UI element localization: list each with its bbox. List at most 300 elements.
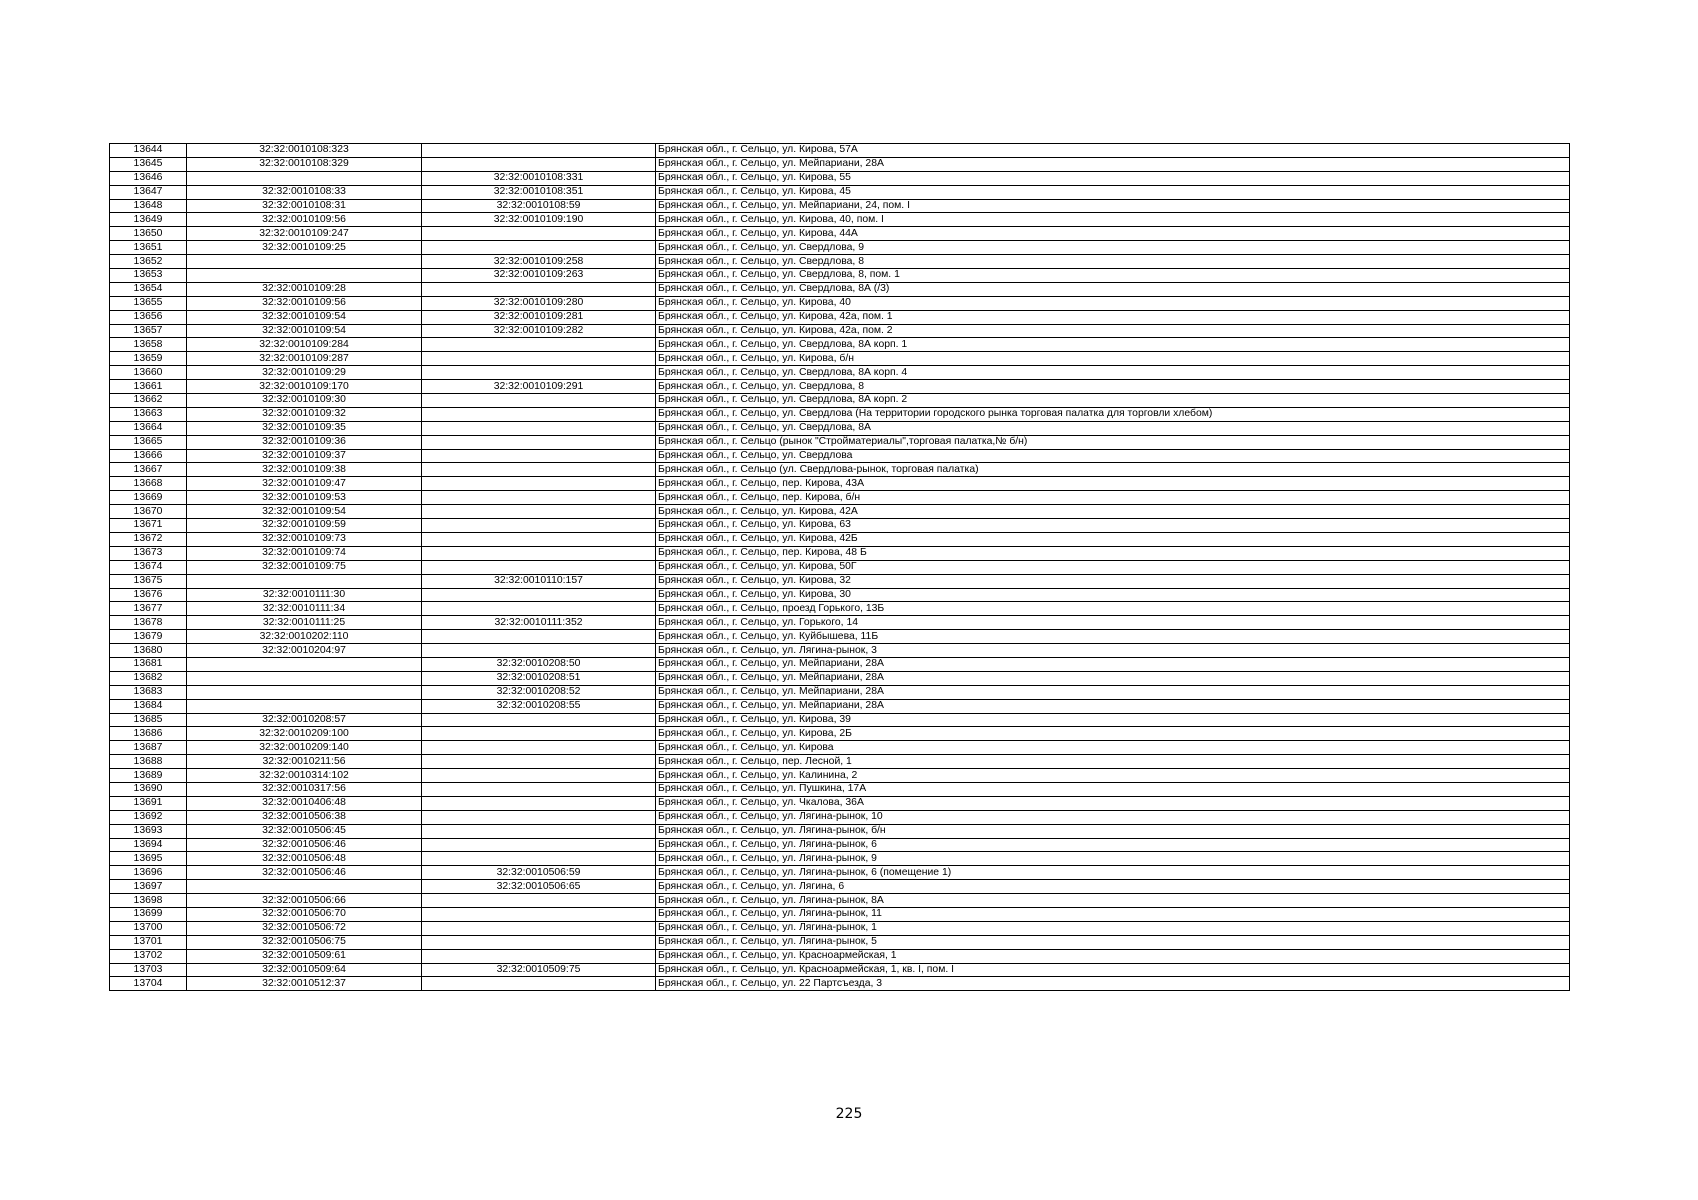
cadastral-number-cell: 32:32:0010506:38 [187, 810, 422, 824]
address-cell: Брянская обл., г. Сельцо, ул. Горького, 14 [656, 616, 1570, 630]
record-number-cell: 13663 [110, 407, 187, 421]
cadastral-number-cell: 32:32:0010109:75 [187, 560, 422, 574]
address-cell: Брянская обл., г. Сельцо, ул. Лягина-рынок, 6 [656, 838, 1570, 852]
linked-cadastral-number-cell [422, 907, 656, 921]
record-number-cell: 13648 [110, 199, 187, 213]
address-cell: Брянская обл., г. Сельцо, ул. Красноармейская, 1, кв. I, пом. I [656, 963, 1570, 977]
linked-cadastral-number-cell [422, 491, 656, 505]
address-cell: Брянская обл., г. Сельцо, ул. Мейпариани, 28А [656, 657, 1570, 671]
record-number-cell: 13692 [110, 810, 187, 824]
linked-cadastral-number-cell [422, 241, 656, 255]
table-row [110, 310, 1570, 324]
record-number-cell: 13668 [110, 477, 187, 491]
linked-cadastral-number-cell [422, 421, 656, 435]
address-cell: Брянская обл., г. Сельцо, ул. Кирова, б/н [656, 352, 1570, 366]
address-cell: Брянская обл., г. Сельцо, ул. Кирова, 55 [656, 171, 1570, 185]
linked-cadastral-number-cell: 32:32:0010109:258 [422, 255, 656, 269]
table-row [110, 449, 1570, 463]
table-row [110, 380, 1570, 394]
record-number-cell: 13681 [110, 657, 187, 671]
linked-cadastral-number-cell: 32:32:0010109:282 [422, 324, 656, 338]
linked-cadastral-number-cell [422, 921, 656, 935]
table-row [110, 755, 1570, 769]
linked-cadastral-number-cell [422, 227, 656, 241]
record-number-cell: 13655 [110, 296, 187, 310]
address-cell: Брянская обл., г. Сельцо, ул. Мейпариани, 24, пом. I [656, 199, 1570, 213]
address-cell: Брянская обл., г. Сельцо, ул. 22 Партсъезда, 3 [656, 977, 1570, 991]
address-cell: Брянская обл., г. Сельцо, ул. Кирова, 44А [656, 227, 1570, 241]
address-cell: Брянская обл., г. Сельцо, ул. Лягина-рынок, 1 [656, 921, 1570, 935]
cadastral-number-cell: 32:32:0010109:59 [187, 519, 422, 533]
table-row [110, 519, 1570, 533]
record-number-cell: 13700 [110, 921, 187, 935]
address-cell: Брянская обл., г. Сельцо, ул. Пушкина, 17А [656, 782, 1570, 796]
linked-cadastral-number-cell [422, 769, 656, 783]
linked-cadastral-number-cell [422, 338, 656, 352]
table-row [110, 199, 1570, 213]
cadastral-number-cell: 32:32:0010109:53 [187, 491, 422, 505]
linked-cadastral-number-cell: 32:32:0010509:75 [422, 963, 656, 977]
record-number-cell: 13689 [110, 769, 187, 783]
record-number-cell: 13696 [110, 866, 187, 880]
cadastral-number-cell: 32:32:0010209:100 [187, 727, 422, 741]
linked-cadastral-number-cell: 32:32:0010111:352 [422, 616, 656, 630]
address-cell: Брянская обл., г. Сельцо, ул. Лягина-рынок, б/н [656, 824, 1570, 838]
cadastral-number-cell: 32:32:0010109:73 [187, 532, 422, 546]
record-number-cell: 13699 [110, 907, 187, 921]
record-number-cell: 13693 [110, 824, 187, 838]
cadastral-number-cell: 32:32:0010109:29 [187, 366, 422, 380]
address-cell: Брянская обл., г. Сельцо (рынок "Стройматериалы",торговая палатка,№ б/н) [656, 435, 1570, 449]
cadastral-number-cell: 32:32:0010109:54 [187, 324, 422, 338]
linked-cadastral-number-cell [422, 838, 656, 852]
cadastral-number-cell: 32:32:0010109:56 [187, 213, 422, 227]
address-cell: Брянская обл., г. Сельцо, ул. Лягина-рынок, 9 [656, 852, 1570, 866]
cadastral-number-cell: 32:32:0010109:32 [187, 407, 422, 421]
record-number-cell: 13658 [110, 338, 187, 352]
record-number-cell: 13680 [110, 644, 187, 658]
linked-cadastral-number-cell [422, 546, 656, 560]
address-cell: Брянская обл., г. Сельцо, пер. Кирова, 48 Б [656, 546, 1570, 560]
table-row [110, 463, 1570, 477]
table-row [110, 713, 1570, 727]
address-cell: Брянская обл., г. Сельцо, ул. Кирова, 45 [656, 185, 1570, 199]
cadastral-number-cell [187, 269, 422, 283]
record-number-cell: 13649 [110, 213, 187, 227]
table-row [110, 560, 1570, 574]
address-cell: Брянская обл., г. Сельцо, ул. Кирова, 40, пом. I [656, 213, 1570, 227]
address-cell: Брянская обл., г. Сельцо, ул. Кирова, 2Б [656, 727, 1570, 741]
address-cell: Брянская обл., г. Сельцо, ул. Лягина-рынок, 6 (помещение 1) [656, 866, 1570, 880]
record-number-cell: 13653 [110, 269, 187, 283]
record-number-cell: 13675 [110, 574, 187, 588]
linked-cadastral-number-cell [422, 713, 656, 727]
address-cell: Брянская обл., г. Сельцо, ул. Кирова, 39 [656, 713, 1570, 727]
address-cell: Брянская обл., г. Сельцо, ул. Свердлова, 8, пом. 1 [656, 269, 1570, 283]
record-number-cell: 13676 [110, 588, 187, 602]
record-number-cell: 13662 [110, 394, 187, 408]
address-cell: Брянская обл., г. Сельцо, ул. Кирова [656, 741, 1570, 755]
linked-cadastral-number-cell: 32:32:0010108:351 [422, 185, 656, 199]
table-row [110, 935, 1570, 949]
record-number-cell: 13671 [110, 519, 187, 533]
table-row [110, 782, 1570, 796]
linked-cadastral-number-cell [422, 144, 656, 158]
cadastral-number-cell: 32:32:0010108:31 [187, 199, 422, 213]
address-cell: Брянская обл., г. Сельцо, ул. Свердлова, 9 [656, 241, 1570, 255]
table-row [110, 269, 1570, 283]
linked-cadastral-number-cell [422, 755, 656, 769]
cadastral-number-cell: 32:32:0010204:97 [187, 644, 422, 658]
table-row [110, 435, 1570, 449]
address-cell: Брянская обл., г. Сельцо, ул. Свердлова, 8А корп. 1 [656, 338, 1570, 352]
linked-cadastral-number-cell [422, 366, 656, 380]
record-number-cell: 13644 [110, 144, 187, 158]
cadastral-number-cell [187, 255, 422, 269]
record-number-cell: 13697 [110, 880, 187, 894]
record-number-cell: 13688 [110, 755, 187, 769]
record-number-cell: 13687 [110, 741, 187, 755]
linked-cadastral-number-cell: 32:32:0010506:65 [422, 880, 656, 894]
cadastral-number-cell: 32:32:0010202:110 [187, 630, 422, 644]
record-number-cell: 13674 [110, 560, 187, 574]
address-cell: Брянская обл., г. Сельцо, ул. Куйбышева, 11Б [656, 630, 1570, 644]
linked-cadastral-number-cell: 32:32:0010506:59 [422, 866, 656, 880]
table-row [110, 421, 1570, 435]
address-cell: Брянская обл., г. Сельцо, пер. Лесной, 1 [656, 755, 1570, 769]
record-number-cell: 13694 [110, 838, 187, 852]
linked-cadastral-number-cell: 32:32:0010109:280 [422, 296, 656, 310]
linked-cadastral-number-cell [422, 644, 656, 658]
record-number-cell: 13647 [110, 185, 187, 199]
address-cell: Брянская обл., г. Сельцо, ул. Свердлова, 8А (/3) [656, 282, 1570, 296]
record-number-cell: 13673 [110, 546, 187, 560]
address-cell: Брянская обл., г. Сельцо, ул. Свердлова, 8А корп. 2 [656, 394, 1570, 408]
address-cell: Брянская обл., г. Сельцо, ул. Кирова, 50Г [656, 560, 1570, 574]
linked-cadastral-number-cell [422, 630, 656, 644]
cadastral-number-cell: 32:32:0010109:35 [187, 421, 422, 435]
linked-cadastral-number-cell [422, 519, 656, 533]
address-cell: Брянская обл., г. Сельцо, ул. Чкалова, 36А [656, 796, 1570, 810]
record-number-cell: 13704 [110, 977, 187, 991]
address-cell: Брянская обл., г. Сельцо, ул. Мейпариани, 28А [656, 157, 1570, 171]
linked-cadastral-number-cell [422, 796, 656, 810]
cadastral-number-cell: 32:32:0010109:30 [187, 394, 422, 408]
record-number-cell: 13678 [110, 616, 187, 630]
table-row [110, 491, 1570, 505]
cadastral-number-cell: 32:32:0010109:74 [187, 546, 422, 560]
record-number-cell: 13702 [110, 949, 187, 963]
linked-cadastral-number-cell [422, 449, 656, 463]
cadastral-number-cell: 32:32:0010506:70 [187, 907, 422, 921]
address-cell: Брянская обл., г. Сельцо, ул. Свердлова, 8А корп. 4 [656, 366, 1570, 380]
cadastral-number-cell [187, 171, 422, 185]
table-row [110, 880, 1570, 894]
cadastral-number-cell: 32:32:0010109:247 [187, 227, 422, 241]
linked-cadastral-number-cell [422, 727, 656, 741]
address-cell: Брянская обл., г. Сельцо, пер. Кирова, 43А [656, 477, 1570, 491]
address-cell: Брянская обл., г. Сельцо, ул. Мейпариани, 28А [656, 671, 1570, 685]
record-number-cell: 13664 [110, 421, 187, 435]
linked-cadastral-number-cell [422, 894, 656, 908]
table-row [110, 366, 1570, 380]
address-cell: Брянская обл., г. Сельцо, ул. Свердлова, 8 [656, 380, 1570, 394]
linked-cadastral-number-cell [422, 602, 656, 616]
address-cell: Брянская обл., г. Сельцо, ул. Кирова, 30 [656, 588, 1570, 602]
table-row [110, 727, 1570, 741]
record-number-cell: 13665 [110, 435, 187, 449]
table-row [110, 769, 1570, 783]
table-row [110, 699, 1570, 713]
linked-cadastral-number-cell: 32:32:0010109:291 [422, 380, 656, 394]
table-row [110, 977, 1570, 991]
address-cell: Брянская обл., г. Сельцо, ул. Красноармейская, 1 [656, 949, 1570, 963]
linked-cadastral-number-cell [422, 532, 656, 546]
record-number-cell: 13677 [110, 602, 187, 616]
record-number-cell: 13654 [110, 282, 187, 296]
linked-cadastral-number-cell [422, 477, 656, 491]
table-row [110, 824, 1570, 838]
registry-table [109, 143, 1570, 991]
cadastral-number-cell: 32:32:0010208:57 [187, 713, 422, 727]
record-number-cell: 13701 [110, 935, 187, 949]
record-number-cell: 13684 [110, 699, 187, 713]
record-number-cell: 13690 [110, 782, 187, 796]
table-row [110, 394, 1570, 408]
cadastral-number-cell: 32:32:0010506:45 [187, 824, 422, 838]
linked-cadastral-number-cell [422, 782, 656, 796]
table-row [110, 532, 1570, 546]
cadastral-number-cell: 32:32:0010317:56 [187, 782, 422, 796]
cadastral-number-cell: 32:32:0010509:61 [187, 949, 422, 963]
linked-cadastral-number-cell [422, 407, 656, 421]
cadastral-number-cell: 32:32:0010108:323 [187, 144, 422, 158]
table-row [110, 241, 1570, 255]
cadastral-number-cell: 32:32:0010109:37 [187, 449, 422, 463]
cadastral-number-cell: 32:32:0010109:54 [187, 505, 422, 519]
address-cell: Брянская обл., г. Сельцо, ул. Кирова, 63 [656, 519, 1570, 533]
table-row [110, 685, 1570, 699]
table-row [110, 963, 1570, 977]
cadastral-number-cell [187, 699, 422, 713]
page-number: 225 [835, 1106, 863, 1122]
linked-cadastral-number-cell [422, 824, 656, 838]
linked-cadastral-number-cell [422, 977, 656, 991]
linked-cadastral-number-cell: 32:32:0010208:50 [422, 657, 656, 671]
address-cell: Брянская обл., г. Сельцо, ул. Мейпариани, 28А [656, 699, 1570, 713]
record-number-cell: 13686 [110, 727, 187, 741]
linked-cadastral-number-cell [422, 394, 656, 408]
address-cell: Брянская обл., г. Сельцо, ул. Лягина-рынок, 8А [656, 894, 1570, 908]
address-cell: Брянская обл., г. Сельцо, ул. Лягина, 6 [656, 880, 1570, 894]
cadastral-number-cell: 32:32:0010109:36 [187, 435, 422, 449]
address-cell: Брянская обл., г. Сельцо, ул. Калинина, 2 [656, 769, 1570, 783]
cadastral-number-cell [187, 574, 422, 588]
record-number-cell: 13691 [110, 796, 187, 810]
cadastral-number-cell: 32:32:0010108:329 [187, 157, 422, 171]
linked-cadastral-number-cell: 32:32:0010109:263 [422, 269, 656, 283]
linked-cadastral-number-cell [422, 741, 656, 755]
cadastral-number-cell: 32:32:0010109:56 [187, 296, 422, 310]
address-cell: Брянская обл., г. Сельцо, ул. Свердлова, 8А [656, 421, 1570, 435]
cadastral-number-cell: 32:32:0010506:75 [187, 935, 422, 949]
cadastral-number-cell: 32:32:0010109:28 [187, 282, 422, 296]
address-cell: Брянская обл., г. Сельцо, ул. Кирова, 42а, пом. 1 [656, 310, 1570, 324]
cadastral-number-cell: 32:32:0010111:30 [187, 588, 422, 602]
cadastral-number-cell: 32:32:0010108:33 [187, 185, 422, 199]
cadastral-number-cell: 32:32:0010509:64 [187, 963, 422, 977]
linked-cadastral-number-cell [422, 157, 656, 171]
cadastral-number-cell: 32:32:0010506:46 [187, 838, 422, 852]
address-cell: Брянская обл., г. Сельцо, проезд Горького, 13Б [656, 602, 1570, 616]
table-row [110, 144, 1570, 158]
registry-sheet [109, 143, 1569, 991]
table-row [110, 407, 1570, 421]
address-cell: Брянская обл., г. Сельцо, ул. Свердлова (На территории городского рынка торговая палатка для торговли хлебом) [656, 407, 1570, 421]
table-row [110, 227, 1570, 241]
address-cell: Брянская обл., г. Сельцо, ул. Свердлова [656, 449, 1570, 463]
linked-cadastral-number-cell: 32:32:0010109:281 [422, 310, 656, 324]
linked-cadastral-number-cell: 32:32:0010208:55 [422, 699, 656, 713]
cadastral-number-cell: 32:32:0010314:102 [187, 769, 422, 783]
table-row [110, 338, 1570, 352]
record-number-cell: 13645 [110, 157, 187, 171]
cadastral-number-cell: 32:32:0010109:38 [187, 463, 422, 477]
linked-cadastral-number-cell [422, 852, 656, 866]
cadastral-number-cell: 32:32:0010111:25 [187, 616, 422, 630]
cadastral-number-cell: 32:32:0010506:72 [187, 921, 422, 935]
record-number-cell: 13695 [110, 852, 187, 866]
table-row [110, 838, 1570, 852]
cadastral-number-cell: 32:32:0010109:47 [187, 477, 422, 491]
table-row [110, 671, 1570, 685]
table-row [110, 171, 1570, 185]
linked-cadastral-number-cell [422, 560, 656, 574]
address-cell: Брянская обл., г. Сельцо, ул. Лягина-рынок, 5 [656, 935, 1570, 949]
linked-cadastral-number-cell [422, 435, 656, 449]
record-number-cell: 13656 [110, 310, 187, 324]
record-number-cell: 13659 [110, 352, 187, 366]
record-number-cell: 13703 [110, 963, 187, 977]
table-row [110, 810, 1570, 824]
table-row [110, 213, 1570, 227]
record-number-cell: 13657 [110, 324, 187, 338]
cadastral-number-cell: 32:32:0010211:56 [187, 755, 422, 769]
address-cell: Брянская обл., г. Сельцо, ул. Кирова, 42а, пом. 2 [656, 324, 1570, 338]
linked-cadastral-number-cell [422, 810, 656, 824]
cadastral-number-cell: 32:32:0010209:140 [187, 741, 422, 755]
record-number-cell: 13646 [110, 171, 187, 185]
address-cell: Брянская обл., г. Сельцо, ул. Кирова, 57А [656, 144, 1570, 158]
record-number-cell: 13670 [110, 505, 187, 519]
linked-cadastral-number-cell: 32:32:0010109:190 [422, 213, 656, 227]
linked-cadastral-number-cell [422, 588, 656, 602]
table-row [110, 588, 1570, 602]
address-cell: Брянская обл., г. Сельцо, ул. Кирова, 42А [656, 505, 1570, 519]
table-row [110, 894, 1570, 908]
table-row [110, 352, 1570, 366]
cadastral-number-cell [187, 685, 422, 699]
linked-cadastral-number-cell [422, 463, 656, 477]
table-row [110, 255, 1570, 269]
table-row [110, 741, 1570, 755]
table-row [110, 866, 1570, 880]
table-row [110, 921, 1570, 935]
address-cell: Брянская обл., г. Сельцо, ул. Кирова, 42Б [656, 532, 1570, 546]
record-number-cell: 13652 [110, 255, 187, 269]
table-row [110, 616, 1570, 630]
registry-table-body [110, 144, 1570, 991]
cadastral-number-cell [187, 657, 422, 671]
cadastral-number-cell: 32:32:0010506:66 [187, 894, 422, 908]
table-row [110, 796, 1570, 810]
record-number-cell: 13672 [110, 532, 187, 546]
record-number-cell: 13685 [110, 713, 187, 727]
address-cell: Брянская обл., г. Сельцо, ул. Лягина-рынок, 10 [656, 810, 1570, 824]
table-row [110, 157, 1570, 171]
address-cell: Брянская обл., г. Сельцо, ул. Мейпариани, 28А [656, 685, 1570, 699]
address-cell: Брянская обл., г. Сельцо, ул. Кирова, 40 [656, 296, 1570, 310]
address-cell: Брянская обл., г. Сельцо, ул. Лягина-рынок, 3 [656, 644, 1570, 658]
record-number-cell: 13683 [110, 685, 187, 699]
linked-cadastral-number-cell: 32:32:0010108:59 [422, 199, 656, 213]
linked-cadastral-number-cell: 32:32:0010208:52 [422, 685, 656, 699]
table-row [110, 477, 1570, 491]
cadastral-number-cell: 32:32:0010109:284 [187, 338, 422, 352]
table-row [110, 602, 1570, 616]
linked-cadastral-number-cell [422, 949, 656, 963]
address-cell: Брянская обл., г. Сельцо, ул. Свердлова, 8 [656, 255, 1570, 269]
cadastral-number-cell: 32:32:0010506:48 [187, 852, 422, 866]
linked-cadastral-number-cell [422, 352, 656, 366]
table-row [110, 657, 1570, 671]
record-number-cell: 13660 [110, 366, 187, 380]
cadastral-number-cell: 32:32:0010109:287 [187, 352, 422, 366]
cadastral-number-cell [187, 671, 422, 685]
linked-cadastral-number-cell: 32:32:0010108:331 [422, 171, 656, 185]
cadastral-number-cell: 32:32:0010512:37 [187, 977, 422, 991]
address-cell: Брянская обл., г. Сельцо (ул. Свердлова-рынок, торговая палатка) [656, 463, 1570, 477]
record-number-cell: 13661 [110, 380, 187, 394]
table-row [110, 949, 1570, 963]
cadastral-number-cell: 32:32:0010109:170 [187, 380, 422, 394]
linked-cadastral-number-cell [422, 935, 656, 949]
table-row [110, 505, 1570, 519]
cadastral-number-cell [187, 880, 422, 894]
table-row [110, 852, 1570, 866]
table-row [110, 324, 1570, 338]
table-row [110, 296, 1570, 310]
table-row [110, 644, 1570, 658]
record-number-cell: 13682 [110, 671, 187, 685]
record-number-cell: 13669 [110, 491, 187, 505]
record-number-cell: 13698 [110, 894, 187, 908]
cadastral-number-cell: 32:32:0010109:54 [187, 310, 422, 324]
record-number-cell: 13651 [110, 241, 187, 255]
address-cell: Брянская обл., г. Сельцо, пер. Кирова, б/н [656, 491, 1570, 505]
table-row [110, 907, 1570, 921]
table-row [110, 282, 1570, 296]
linked-cadastral-number-cell: 32:32:0010110:157 [422, 574, 656, 588]
cadastral-number-cell: 32:32:0010506:46 [187, 866, 422, 880]
table-row [110, 574, 1570, 588]
table-row [110, 185, 1570, 199]
record-number-cell: 13667 [110, 463, 187, 477]
linked-cadastral-number-cell: 32:32:0010208:51 [422, 671, 656, 685]
record-number-cell: 13666 [110, 449, 187, 463]
table-row [110, 630, 1570, 644]
cadastral-number-cell: 32:32:0010111:34 [187, 602, 422, 616]
